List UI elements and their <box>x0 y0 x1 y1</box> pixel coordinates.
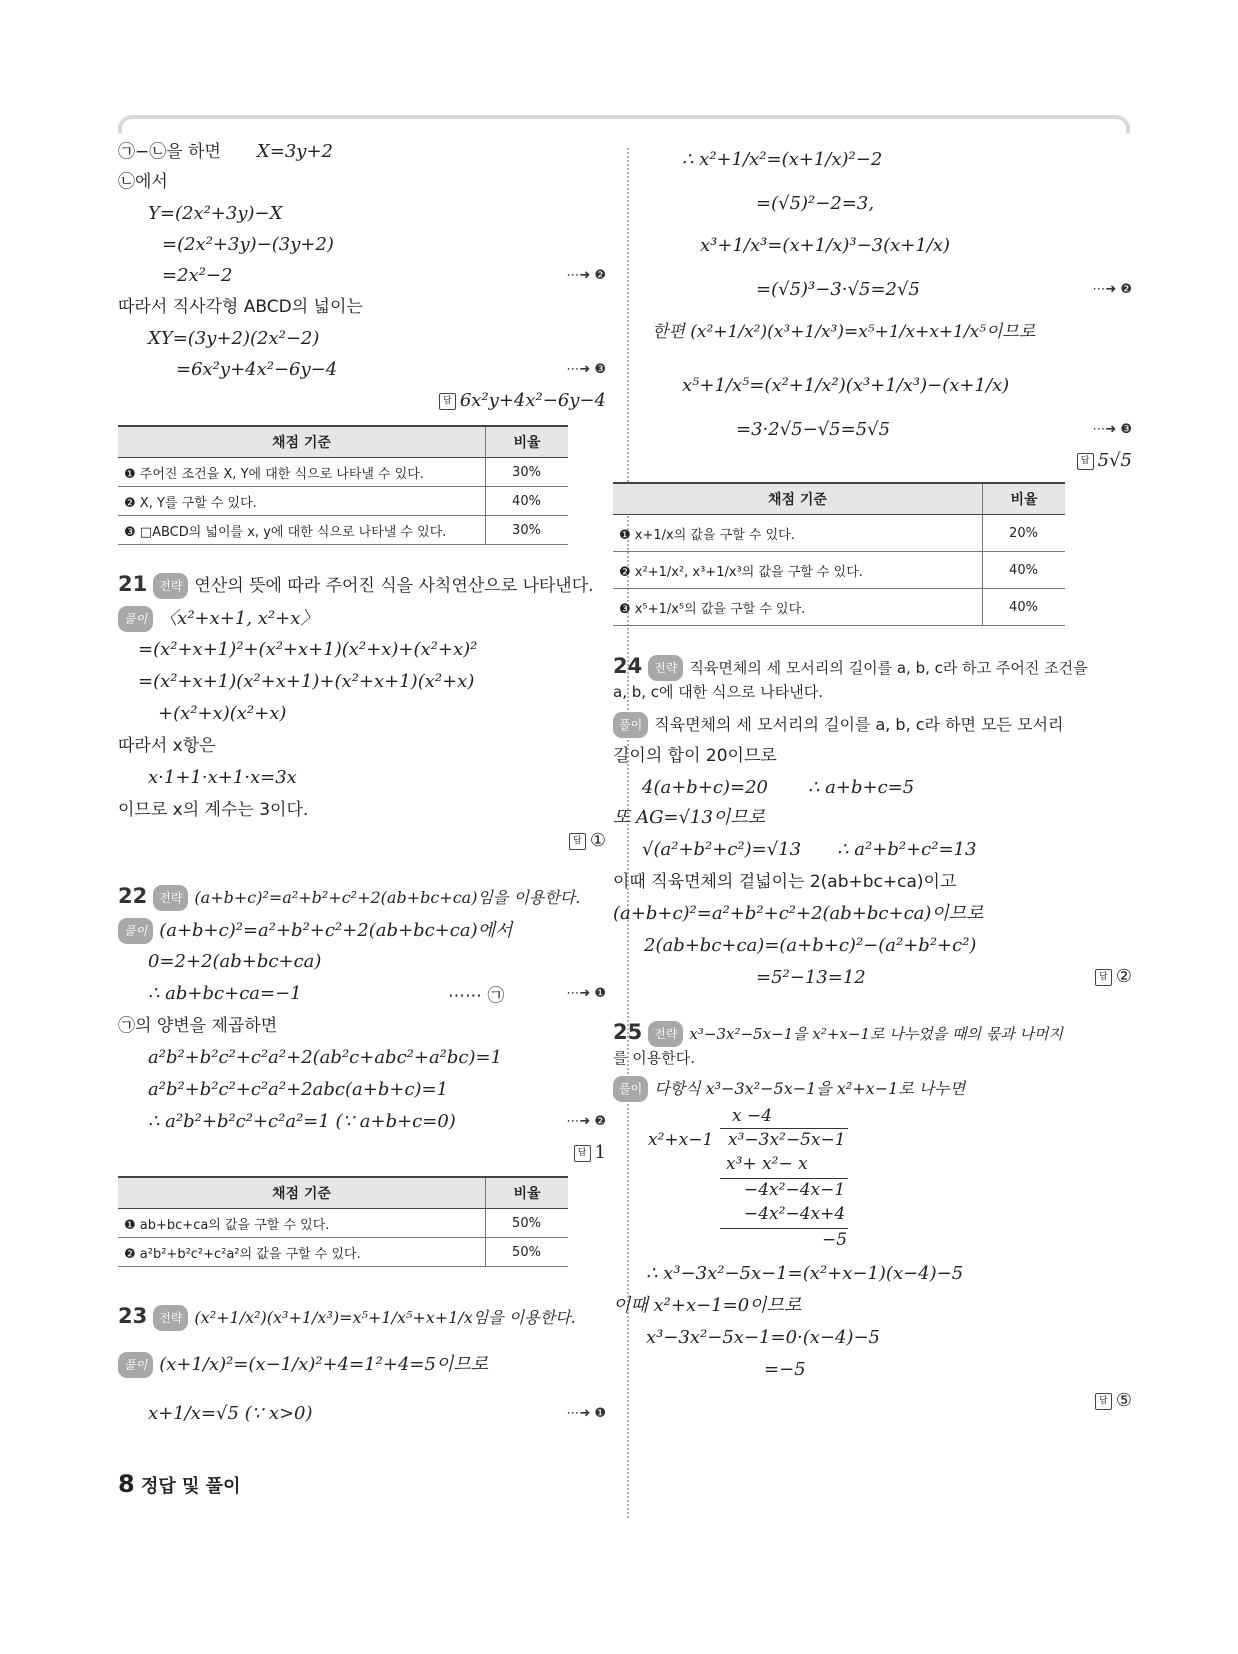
table-header: 비율 <box>983 483 1066 515</box>
line: ㉡에서 <box>118 172 168 192</box>
grading-table <box>118 425 568 545</box>
division-remainder: −5 <box>822 1230 848 1250</box>
table-row: ❸ x⁵+1/x⁵의 값을 구할 수 있다. 40% <box>613 589 1065 626</box>
line: =−5 <box>764 1359 806 1380</box>
line: =(x²+x+1)(x²+x+1)+(x²+x+1)(x²+x) <box>138 671 475 692</box>
line: 풀이 (a+b+c)²=a²+b²+c²+2(ab+bc+ca)에서 <box>118 918 512 944</box>
line: ∴ a²b²+b²c²+c²a²=1 (∵ a+b+c=0) <box>148 1111 456 1132</box>
division-row: −4x²−4x−1 <box>744 1180 846 1200</box>
table-row: ❷ x²+1/x², x³+1/x³의 값을 구할 수 있다. 40% <box>613 552 1065 589</box>
line: x·1+1·x+1·x=3x <box>148 767 297 788</box>
line: Y=(2x²+3y)−X <box>148 203 283 224</box>
step-marker: ⋯➜ ❶ <box>566 1406 606 1421</box>
question-21-strategy: 21 전략 연산의 뜻에 따라 주어진 식을 사칙연산으로 나타낸다. <box>118 572 594 599</box>
line-tag: ⋯⋯ ㉠ <box>448 986 505 1006</box>
line: √(a²+b²+c²)=√13 ∴ a²+b²+c²=13 <box>642 839 977 860</box>
line: 이때 x²+x−1=0이므로 <box>613 1295 802 1316</box>
line: ㉠의 양변을 제곱하면 <box>118 1016 278 1036</box>
answer-icon: 답 <box>574 1145 591 1162</box>
question-22-strategy: 22 전략 (a+b+c)²=a²+b²+c²+2(ab+bc+ca)임을 이용한다. <box>118 884 580 911</box>
line: 2(ab+bc+ca)=(a+b+c)²−(a²+b²+c²) <box>644 935 977 956</box>
table-row: ❸ □ABCD의 넓이를 x, y에 대한 식으로 나타낼 수 있다. 30% <box>118 516 568 545</box>
page-footer <box>118 1470 240 1498</box>
line: =(√5)³−3·√5=2√5 <box>756 279 920 300</box>
table-row: ❶ 주어진 조건을 X, Y에 대한 식으로 나타낼 수 있다. 30% <box>118 458 568 487</box>
table-header: 채점 기준 <box>613 483 983 515</box>
step-marker: ⋯➜ ❷ <box>566 268 606 283</box>
line: =(2x²+3y)−(3y+2) <box>162 234 334 255</box>
step-marker: ⋯➜ ❸ <box>566 362 606 377</box>
line: x³+1/x³=(x+1/x)³−3(x+1/x) <box>700 235 951 256</box>
table-header: 비율 <box>486 1177 569 1209</box>
line: 풀이 〈x²+x+1, x²+x〉 <box>118 606 318 632</box>
answer-icon: 답 <box>1095 1393 1112 1410</box>
line: =(x²+x+1)²+(x²+x+1)(x²+x)+(x²+x)² <box>138 639 478 660</box>
line: a, b, c에 대한 식으로 나타낸다. <box>613 683 824 701</box>
step-marker: ⋯➜ ❶ <box>566 986 606 1001</box>
division-line <box>720 1178 848 1179</box>
line: x+1/x=√5 (∵ x>0) <box>148 1403 313 1424</box>
line: +(x²+x)(x²+x) <box>158 703 287 724</box>
grading-table <box>613 482 1065 626</box>
step-marker: ⋯➜ ❷ <box>566 1114 606 1129</box>
answer: 답 ② <box>1095 966 1132 987</box>
line: 풀이 직육면체의 세 모서리의 길이를 a, b, c라 하면 모든 모서리 <box>613 712 1063 738</box>
division-row: x³+ x²− x <box>726 1154 808 1174</box>
table-header: 채점 기준 <box>118 426 486 458</box>
step-marker: ⋯➜ ❷ <box>1092 282 1132 297</box>
page-number: 8 <box>118 1470 135 1498</box>
line: a²b²+b²c²+c²a²+2(ab²c+abc²+a²bc)=1 <box>148 1047 503 1068</box>
line: =2x²−2 <box>162 265 233 286</box>
page-header-frame <box>118 115 1130 133</box>
line: 따라서 직사각형 ABCD의 넓이는 <box>118 297 363 317</box>
line: 따라서 x항은 <box>118 736 216 756</box>
line: a²b²+b²c²+c²a²+2abc(a+b+c)=1 <box>148 1079 449 1100</box>
grading-table <box>118 1176 568 1267</box>
table-row: ❷ a²b²+b²c²+c²a²의 값을 구할 수 있다. 50% <box>118 1238 568 1267</box>
answer-icon: 답 <box>439 393 456 410</box>
footer-title: 정답 및 풀이 <box>140 1476 241 1497</box>
line: x⁵+1/x⁵=(x²+1/x²)(x³+1/x³)−(x+1/x) <box>682 375 1010 396</box>
division-row: −4x²−4x+4 <box>744 1204 846 1224</box>
answer: 답 ① <box>569 830 606 851</box>
division-bar <box>720 1128 848 1129</box>
line: 풀이 다항식 x³−3x²−5x−1을 x²+x−1로 나누면 <box>613 1076 965 1102</box>
answer: 답 1 <box>574 1142 606 1163</box>
table-header: 비율 <box>486 426 569 458</box>
line: 4(a+b+c)=20 ∴ a+b+c=5 <box>642 777 915 798</box>
answer: 답 ⑤ <box>1095 1390 1132 1411</box>
line: 길이의 합이 20이므로 <box>613 746 777 766</box>
table-row: ❶ x+1/x의 값을 구할 수 있다. 20% <box>613 515 1065 552</box>
step-marker: ⋯➜ ❸ <box>1092 422 1132 437</box>
answer-icon: 답 <box>1095 969 1112 986</box>
table-row: ❶ ab+bc+ca의 값을 구할 수 있다. 50% <box>118 1209 568 1238</box>
division-dividend: x³−3x²−5x−1 <box>728 1130 846 1150</box>
line: =6x²y+4x²−6y−4 <box>176 359 338 380</box>
line: ∴ ab+bc+ca=−1 <box>148 983 302 1004</box>
line: 0=2+2(ab+bc+ca) <box>148 951 322 972</box>
line: ㉠−㉡을 하면 X=3y+2 <box>118 141 333 162</box>
line: 이므로 x의 계수는 3이다. <box>118 800 309 820</box>
line: 또 AG=√13이므로 <box>613 807 766 828</box>
question-25-strategy: 25 전략 x³−3x²−5x−1을 x²+x−1로 나누었을 때의 몫과 나머지 <box>613 1020 1063 1047</box>
division-line <box>720 1228 848 1229</box>
answer: 답 5√5 <box>1077 450 1132 471</box>
question-24-strategy: 24 전략 직육면체의 세 모서리의 길이를 a, b, c라 하고 주어진 조건을 <box>613 654 1088 681</box>
line: ∴ x³−3x²−5x−1=(x²+x−1)(x−4)−5 <box>646 1263 964 1284</box>
line: 한편 (x²+1/x²)(x³+1/x³)=x⁵+1/x+x+1/x⁵이므로 <box>652 322 1036 342</box>
answer: 답 6x²y+4x²−6y−4 <box>439 390 606 411</box>
answer-icon: 답 <box>569 833 586 850</box>
division-divisor: x²+x−1 <box>648 1130 714 1150</box>
line: 를 이용한다. <box>613 1049 695 1067</box>
question-23-strategy: 23 전략 (x²+1/x²)(x³+1/x³)=x⁵+1/x⁵+x+1/x임을 이용한다. <box>118 1304 576 1331</box>
line: =3·2√5−√5=5√5 <box>736 419 891 440</box>
line: x³−3x²−5x−1=0·(x−4)−5 <box>646 1327 881 1348</box>
line: =5²−13=12 <box>756 967 866 988</box>
division-quotient: x −4 <box>732 1106 773 1126</box>
line: (a+b+c)²=a²+b²+c²+2(ab+bc+ca)이므로 <box>613 903 984 924</box>
line: 풀이 (x+1/x)²=(x−1/x)²+4=1²+4=5이므로 <box>118 1352 488 1378</box>
line: ∴ x²+1/x²=(x+1/x)²−2 <box>682 149 883 170</box>
answer-icon: 답 <box>1077 453 1094 470</box>
line: 이때 직육면체의 겉넓이는 2(ab+bc+ca)이고 <box>613 872 957 892</box>
line: =(√5)²−2=3, <box>756 193 875 214</box>
line: XY=(3y+2)(2x²−2) <box>148 328 320 349</box>
table-row: ❷ X, Y를 구할 수 있다. 40% <box>118 487 568 516</box>
table-header: 채점 기준 <box>118 1177 486 1209</box>
